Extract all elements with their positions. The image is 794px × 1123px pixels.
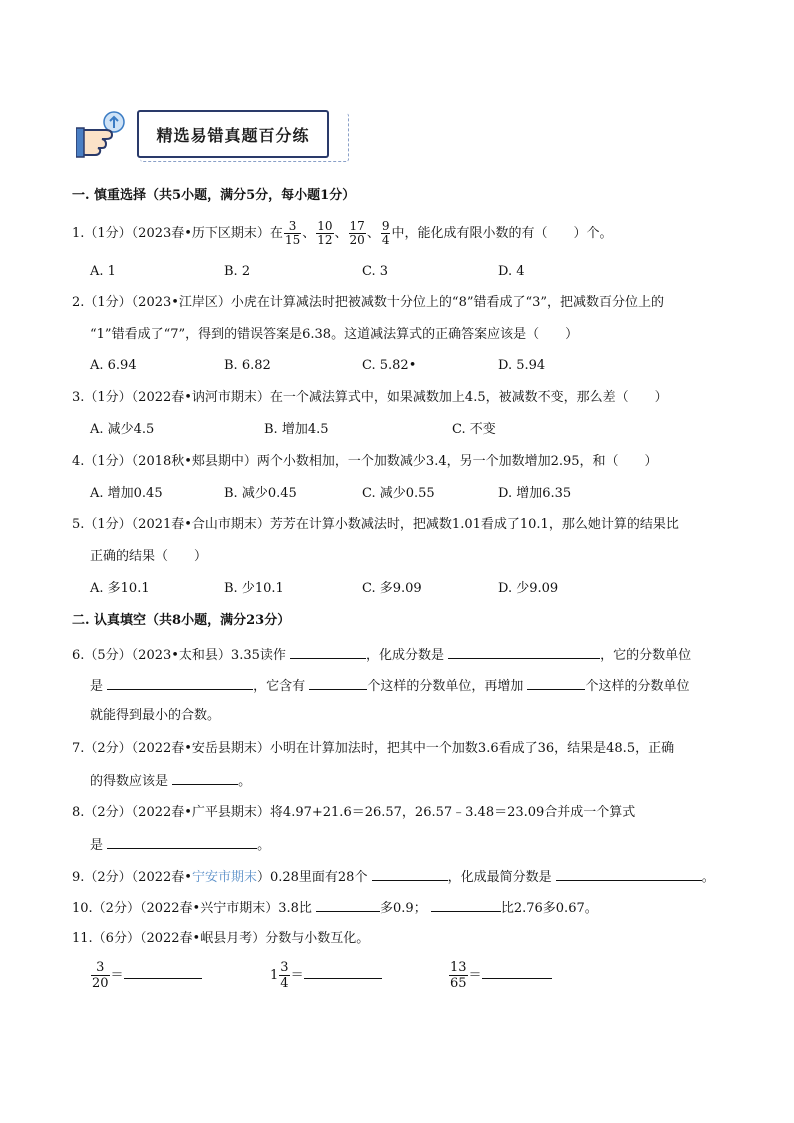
question-5-line2: 正确的结果（ ） xyxy=(90,549,208,564)
option-c[interactable]: C. 多9.09 xyxy=(362,581,422,596)
question-text: 中，能化成有限小数的有（ ）个。 xyxy=(391,226,613,241)
banner xyxy=(137,110,329,158)
option-b[interactable]: B. 增加4.5 xyxy=(264,422,329,437)
question-8-line1: 8.（2分）（2022春•广平县期末）将4.97+21.6＝26.57，26.57﹣3.48＝23.09合并成一个算式 xyxy=(72,805,636,820)
question-2-line1: 2.（1分）（2023•江岸区）小虎在计算减法时把被减数十分位上的“8”错看成了“3”，把减数百分位上的 xyxy=(72,295,665,310)
section-heading: 一. 慎重选择（共5小题，满分5分，每小题1分） xyxy=(72,188,356,203)
question-6-line1: 6.（5分）（2023•太和县）3.35读作 ，化成分数是 ，它的分数单位 xyxy=(72,644,691,666)
option-a[interactable]: A. 多10.1 xyxy=(90,581,150,596)
question-7-line2: 的得数应该是 。 xyxy=(90,770,251,792)
answer-blank[interactable] xyxy=(172,770,238,785)
source-link[interactable]: 宁安市期末 xyxy=(191,870,257,885)
section-heading: 二. 认真填空（共8小题，满分23分） xyxy=(72,613,291,628)
answer-blank[interactable] xyxy=(290,644,366,659)
question-6-line3: 就能得到最小的合数。 xyxy=(90,708,221,723)
option-a[interactable]: A. 增加0.45 xyxy=(90,486,163,501)
answer-blank[interactable] xyxy=(107,675,253,690)
option-d[interactable]: D. 5.94 xyxy=(498,358,546,373)
answer-blank[interactable] xyxy=(527,675,585,690)
fraction: $\frac{17}{20}$ xyxy=(349,219,365,247)
option-a[interactable]: A. 减少4.5 xyxy=(90,422,155,437)
answer-blank[interactable] xyxy=(448,644,600,659)
option-c[interactable]: C. 减少0.55 xyxy=(362,486,435,501)
option-d[interactable]: D. 增加6.35 xyxy=(498,486,572,501)
conversion-item: $\frac{3}{20}$ ＝ xyxy=(90,960,202,991)
question-4: 4.（1分）（2018秋•郏县期中）两个小数相加，一个加数减少3.4，另一个加数增加2.95，和（ ） xyxy=(72,454,658,469)
question-5-line1: 5.（1分）（2021春•合山市期末）芳芳在计算小数减法时，把减数1.01看成了10.1，那么她计算的结果比 xyxy=(72,517,679,532)
option-c[interactable]: C. 3 xyxy=(362,264,389,279)
answer-blank[interactable] xyxy=(556,866,702,881)
answer-blank[interactable] xyxy=(304,964,382,979)
question-8-line2: 是 。 xyxy=(90,834,270,856)
answer-blank[interactable] xyxy=(372,866,448,881)
question-text: 1.（1分）（2023春•历下区期末）在 xyxy=(72,226,283,241)
answer-blank[interactable] xyxy=(316,897,380,912)
option-a[interactable]: A. 1 xyxy=(90,264,116,279)
option-d[interactable]: D. 少9.09 xyxy=(498,581,559,596)
question-10: 10.（2分）（2022春•兴宁市期末）3.8比 多0.9； 比2.76多0.67。 xyxy=(72,897,598,919)
option-b[interactable]: B. 减少0.45 xyxy=(224,486,297,501)
fraction: $\frac{13}{65}$ xyxy=(450,960,467,991)
question-9: 9.（2分）（2022春•宁安市期末）0.28里面有28个 ，化成最简分数是 。 xyxy=(72,866,715,888)
option-b[interactable]: B. 6.82 xyxy=(224,358,271,373)
answer-blank[interactable] xyxy=(431,897,501,912)
answer-blank[interactable] xyxy=(124,964,202,979)
hand-pointer-icon xyxy=(76,108,134,158)
question-2-line2: “1”错看成了“7”，得到的错误答案是6.38。这道减法算式的正确答案应该是（ ） xyxy=(90,327,579,342)
option-d[interactable]: D. 4 xyxy=(498,264,525,279)
answer-blank[interactable] xyxy=(309,675,367,690)
fraction: $\frac{9}{4}$ xyxy=(381,219,390,247)
answer-blank[interactable] xyxy=(482,964,552,979)
question-11: 11.（6分）（2022春•岷县月考）分数与小数互化。 xyxy=(72,931,370,946)
option-c[interactable]: C. 5.82• xyxy=(362,358,417,373)
option-b[interactable]: B. 2 xyxy=(224,264,251,279)
option-c[interactable]: C. 不变 xyxy=(452,422,496,437)
banner-title: 精选易错真题百分练 xyxy=(156,125,310,145)
fraction: $\frac{3}{15}$ xyxy=(284,219,301,247)
fraction: $\frac{3}{20}$ xyxy=(92,960,109,991)
question-1: 1.（1分）（2023春•历下区期末）在 $\frac{3}{15}$ 、 $\frac{10}{12}$ 、 $\frac{17}{20}$ 、 $\frac{9}{4}$ 中，能化成有限小数的有（ ）个。 xyxy=(72,219,613,247)
option-b[interactable]: B. 少10.1 xyxy=(224,581,284,596)
fraction: $\frac{10}{12}$ xyxy=(317,219,333,247)
question-3: 3.（1分）（2022春•讷河市期末）在一个减法算式中，如果减数加上4.5，被减数不变，那么差（ ） xyxy=(72,390,668,405)
fraction: $\frac{3}{4}$ xyxy=(280,960,289,991)
question-6-line2: 是 ，它含有 个这样的分数单位，再增加 个这样的分数单位 xyxy=(90,675,689,697)
answer-blank[interactable] xyxy=(107,834,257,849)
conversion-item: 1 $\frac{3}{4}$ ＝ xyxy=(270,960,382,991)
option-a[interactable]: A. 6.94 xyxy=(90,358,137,373)
question-7-line1: 7.（2分）（2022春•安岳县期末）小明在计算加法时，把其中一个加数3.6看成了36，结果是48.5，正确 xyxy=(72,741,675,756)
conversion-item: $\frac{13}{65}$ ＝ xyxy=(448,960,552,991)
